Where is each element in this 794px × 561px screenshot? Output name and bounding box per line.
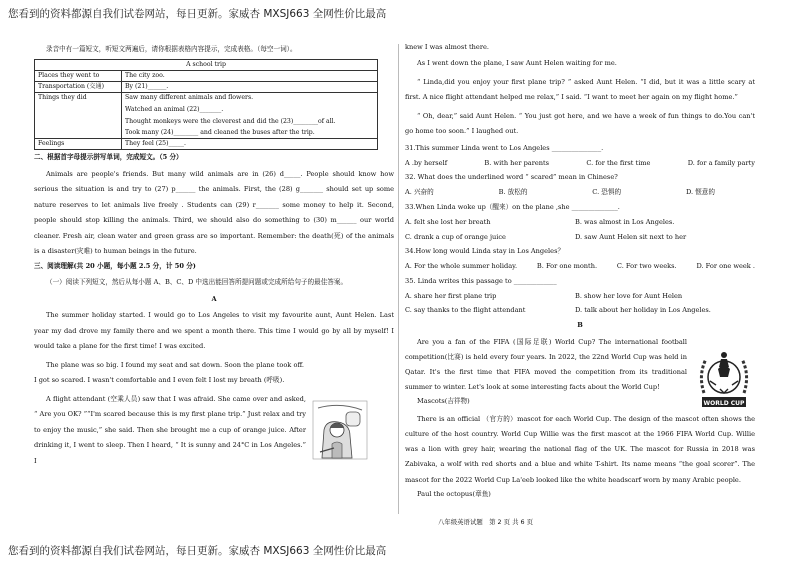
table-title: A school trip [35, 59, 378, 70]
world-cup-logo [694, 345, 754, 415]
option-b[interactable]: B. 放松的 [498, 188, 528, 197]
passage-a-cont-2: As I went down the plane, I saw Aunt Helen waiting for me. [417, 58, 617, 67]
option-c[interactable]: C. for the first time [586, 158, 651, 167]
girl-in-plane-illustration [312, 400, 368, 460]
option-d[interactable]: D. saw Aunt Helen sit next to her [575, 232, 687, 241]
section2-text: Animals are people's friends. But many wild animals are in (26) d_____. People should know how serious the situation is and try to (27) p______ the animals. First, the (28) g_______ should set up some nature reserves to let animals live freely . Students can (29) r_______ some money to help it. Second, people should stop killing the animals. Third, we should also do something to (30) m______ our world cleaner. Fresh air, clean water and green grass are so important. Remember: the death(死) of the animals is a disaster(灾难) to human beings in the future. [34, 169, 394, 256]
table-row [35, 81, 378, 92]
option-a[interactable]: A .by herself [405, 158, 448, 167]
question-stem: 35. Linda writes this passage to _____________ [405, 276, 557, 285]
option-d[interactable]: D. talk about her holiday in Los Angeles. [575, 306, 711, 315]
row-line: Thought monkeys were the cleverest and did the (23)________of all. [125, 117, 336, 125]
option-c[interactable]: C. For two weeks. [616, 262, 677, 271]
row-line: Saw many different animals and flowers. [125, 94, 254, 102]
question-34 [405, 248, 755, 269]
passage-b-para1: Are you a fan of the FIFA (国际足联) World Cup? The international football competition(比赛) is held every four years. In 2022, the 22nd World Cup was held in Qatar. It's the first time that FIFA moved the competition from its traditional summer to winter. Let's look at some interesting facts about the World Cup! [405, 337, 687, 392]
section2-title: 二、根据首字母提示拼写单词，完成短文。（5 分） [34, 153, 183, 162]
row-line: Took many (24)________ and cleaned the buses after the trip. [125, 129, 315, 137]
options [405, 263, 755, 270]
option-c[interactable]: C. drank a cup of orange juice [405, 232, 506, 241]
option-c[interactable]: C. say thanks to the flight attendant [405, 306, 526, 315]
row-line: The city zoo. [125, 72, 165, 80]
option-d[interactable]: D. For one week . [696, 262, 755, 271]
bottom-banner: 您看到的资料都源自我们试卷网站，每日更新。家威杏 MXSJ663 全网性价比最高 [8, 545, 387, 557]
question-stem: 31.This summer Linda went to Los Angeles _______________. [405, 143, 604, 152]
question-stem: 33.When Linda woke up（醒来）on the plane ,she ______________. [405, 202, 620, 211]
passage-a-para2: The plane was so big. I found my seat and sat down. Soon the plane took off. I got so scared. I wasn't comfortable and I even felt I lost my breath (呼吸). [34, 360, 304, 385]
question-stem: 34.How long would Linda stay in Los Angeles？ [405, 247, 565, 256]
options-row-1 [405, 293, 755, 300]
question-35 [405, 278, 755, 314]
option-c[interactable]: C. 恐惧的 [592, 188, 622, 197]
option-a[interactable]: A. share her first plane trip [405, 291, 497, 300]
option-d[interactable]: D. for a family party [687, 158, 755, 167]
page-footer: 八年级英语试题 第 2 页 共 6 页 [438, 518, 533, 526]
section3-instructions: （一）阅读下列短文，然后从每小题 A、B、C、D 中选出能回答所提问题或完成所给句子的最佳答案。 [46, 278, 348, 287]
row-label: Transportation (交通) [35, 81, 122, 92]
row-label: Feelings [35, 138, 122, 149]
option-a[interactable]: A. felt she lost her breath [405, 217, 491, 226]
option-b[interactable]: B. was almost in Los Angeles. [575, 217, 675, 226]
option-b[interactable]: B. with her parents [484, 158, 550, 167]
passage-a-cont-3: “ Linda,did you enjoy your first plane trip? ” asked Aunt Helen. “I did, but it was a little scary at first. A nice flight attendant helped me relax,” I said. “I want to meet her again on my flight home.” [405, 78, 755, 102]
passage-a-cont-4: “ Oh, dear,” said Aunt Helen. “ You just got here, and we have a week of fun things to do.You can't go home too soon.” I laughed out. [405, 111, 755, 135]
section3-title: 三、阅读理解(共 20 小题，每小题 2.5 分，计 50 分) [34, 261, 196, 270]
table-row [35, 70, 378, 81]
passage-b-heading-mascots: Mascots(吉祥物) [417, 397, 470, 406]
passage-a-cont-1: knew I was almost there. [405, 43, 489, 51]
row-label: Places they went to [35, 70, 122, 81]
question-stem: 32. What does the underlined word “ scared” mean in Chinese? [405, 173, 618, 182]
right-column [405, 44, 755, 506]
question-31 [405, 145, 755, 166]
option-a[interactable]: A. For the whole summer holiday. [405, 262, 518, 271]
listening-intro: 录音中有一篇短文，听短文两遍后，请你根据表格内容提示，完成表格。（每空一词）。 [46, 45, 297, 53]
table-row [35, 138, 378, 149]
options-row-2 [405, 307, 755, 314]
passage-b-heading-octopus: Paul the octopus(章鱼) [417, 489, 491, 498]
option-d[interactable]: D. 惬意的 [685, 188, 715, 197]
options [405, 189, 755, 196]
top-banner: 您看到的资料都源自我们试卷网站，每日更新。家威杏 MXSJ663 全网性价比最高 [8, 8, 387, 20]
row-line: Watched an animal (22)_______. [125, 106, 224, 114]
options-row-1 [405, 219, 755, 226]
school-trip-table [34, 59, 378, 151]
passage-a-para3: A flight attendant (空乘人员) saw that I was afraid. She came over and asked, “ Are you OK? ”“I'm scared because this is my first plane trip.” Just relax and try to enjoy the music,” she said. Then she brought me a cup of orange juice. After drinking it, I went to sleep. Then I heard, “ It is sunny and 24°C in Los Angeles.” I [34, 394, 306, 465]
logo-text: WORLD CUP [703, 400, 745, 407]
table-row [35, 92, 378, 138]
question-32 [405, 174, 755, 195]
passage-a-label: A [211, 294, 217, 303]
passage-b-label: B [577, 321, 583, 330]
column-divider [398, 44, 399, 514]
row-label: Things they did [35, 92, 122, 138]
option-b[interactable]: B. For one month. [536, 262, 598, 271]
row-line: They feel (25)_____. [125, 140, 186, 148]
passage-a-para1: The summer holiday started. I would go to Los Angeles to visit my favourite aunt, Aunt Helen. Last year my dad drove my family there and we spent a month there. This time I would go by all by myself! I would take a plane for the first time! I was excited. [34, 311, 394, 351]
question-33 [405, 204, 755, 240]
option-a[interactable]: A. 兴奋的 [405, 188, 434, 197]
options-row-2 [405, 234, 755, 241]
options [405, 160, 755, 167]
passage-b-para2: There is an official （官方的）mascot for each World Cup. The design of the mascot often shows the culture of the host country. World Cup Willie was the first mascot at the 1966 FIFA World Cup. Willie was a lion with grey hair, wearing the national flag of the UK. The mascot for Russia in 2018 was Zabivaka, a wolf with red shorts and a blue and white T-shirt. Its name means “the goal scorer”. The mascot for the 2022 World Cup La'eeb looked like the white headscarf worn by many Arabic people. [405, 415, 755, 484]
row-line: By (21)______. [125, 83, 169, 91]
option-b[interactable]: B. show her love for Aunt Helen [575, 291, 683, 300]
